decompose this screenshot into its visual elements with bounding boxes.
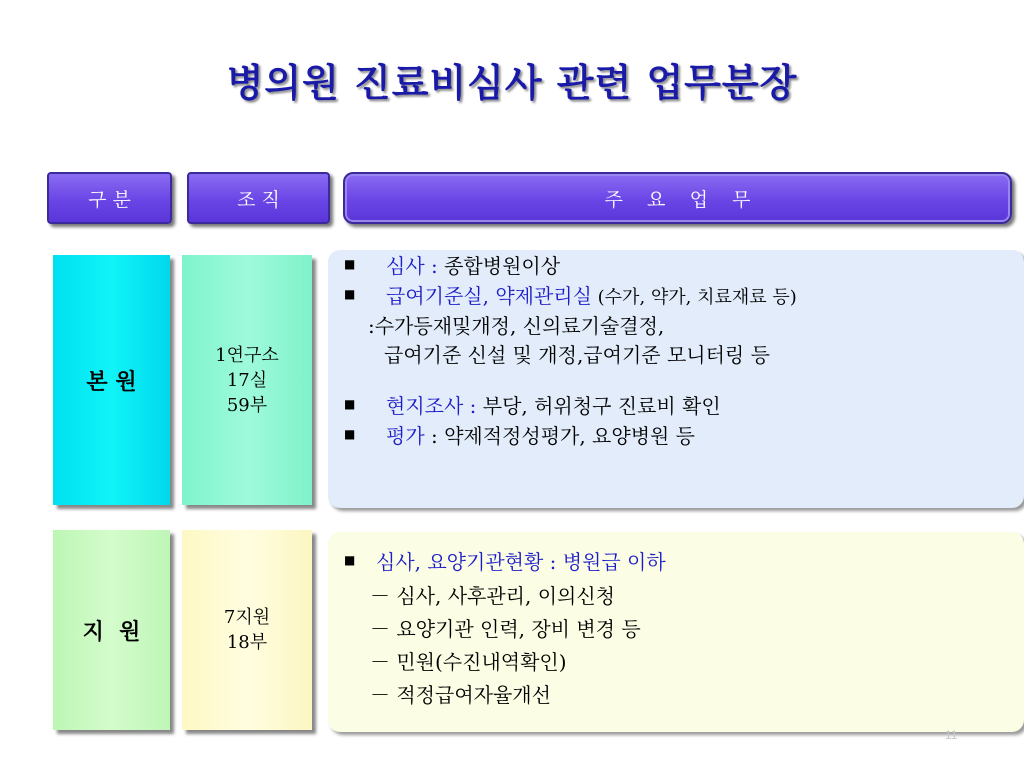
- task-label: 현지조사 :: [386, 394, 477, 418]
- org-line: 18부: [226, 632, 268, 653]
- org-cell-bonwon: [182, 255, 312, 505]
- bullet-icon: ■: [344, 287, 356, 301]
- task-label: 급여기준실, 약제관리실: [386, 284, 592, 308]
- org-line: 7지원: [223, 607, 271, 628]
- header-main-tasks-label: 주 요 업 무: [604, 188, 751, 211]
- org-line: 17실: [226, 369, 268, 391]
- category-cell-jiwon: [53, 530, 170, 730]
- header-organization-label: 조 직: [237, 188, 280, 211]
- header-category-label: 구 분: [88, 188, 131, 211]
- header-organization: [187, 172, 330, 224]
- task-label: 심사, 요양기관현황 : 병원급 이하: [376, 550, 666, 574]
- task-detail: :수가등재및개정, 신의료기술결정,: [368, 314, 665, 338]
- task-text: (수가, 약가, 치료재료 등): [591, 287, 797, 308]
- header-main-tasks: [343, 172, 1012, 224]
- org-line: 1연구소: [215, 344, 279, 366]
- slide-title: 병의원 진료비심사 관련 업무분장: [226, 61, 798, 105]
- task-text: 종합병원이상: [437, 254, 561, 278]
- task-text: 부당, 허위청구 진료비 확인: [476, 394, 721, 418]
- tasks-panel-bonwon: [328, 250, 1024, 508]
- task-detail: 급여기준 신설 및 개정,급여기준 모니터링 등: [384, 343, 770, 367]
- bullet-icon: ■: [344, 553, 356, 567]
- task-detail: － 요양기관 인력, 장비 변경 등: [370, 617, 641, 641]
- header-category: [47, 172, 172, 224]
- task-detail: － 민원(수진내역확인): [370, 650, 567, 674]
- category-label-jiwon: 지 원: [82, 619, 141, 645]
- task-label: 평가: [386, 424, 425, 448]
- category-label-bonwon: 본 원: [86, 369, 137, 395]
- task-text: : 약제적정성평가, 요양병원 등: [424, 424, 696, 448]
- task-item: [344, 546, 1024, 580]
- bullet-icon: ■: [344, 397, 356, 411]
- tasks-panel-jiwon: [328, 532, 1024, 732]
- org-line: 59부: [226, 394, 268, 416]
- task-detail: － 적정급여자율개선: [370, 683, 551, 707]
- task-item: [344, 392, 1024, 422]
- task-item: [344, 252, 1024, 282]
- category-cell-bonwon: [53, 255, 170, 505]
- bullet-icon: ■: [344, 257, 356, 271]
- bullet-icon: ■: [344, 427, 356, 441]
- task-item: [344, 422, 1024, 452]
- page-number: 11: [945, 728, 958, 742]
- org-cell-jiwon: [182, 530, 312, 730]
- task-detail: － 심사, 사후관리, 이의신청: [370, 584, 615, 608]
- task-item: [344, 282, 1024, 312]
- task-label: 심사 :: [386, 254, 438, 278]
